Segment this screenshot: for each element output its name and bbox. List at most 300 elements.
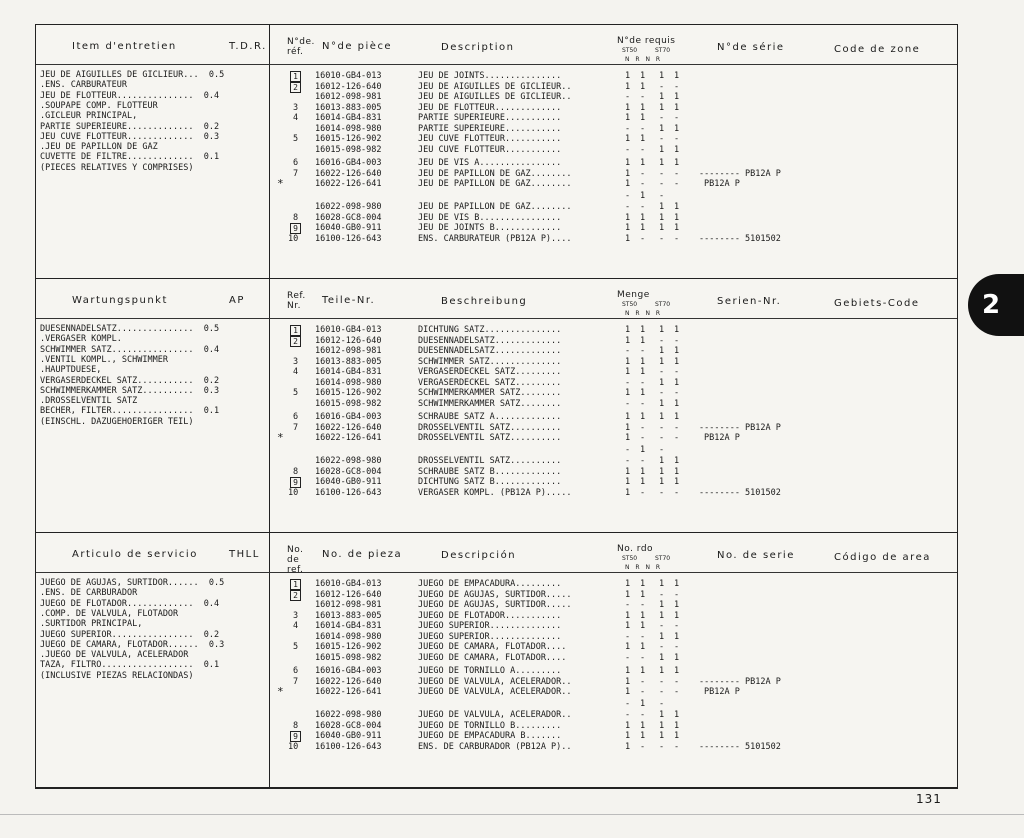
quantity-cell: 1 [674,356,680,367]
quantity-cell: - [659,687,665,697]
quantity-cell: 1 [640,412,646,422]
catalog-section [36,533,957,788]
quantity-cell: 1 [640,621,646,631]
part-number: 16012-098-981 [315,346,382,356]
part-description: VERGASERDECKEL SATZ......... [418,367,562,377]
quantity-cell: - [625,456,631,466]
quantity-cell: 1 [625,621,631,631]
header-separator [36,318,957,319]
quantity-cell: 1 [659,158,665,168]
part-description: JEU CUVE FLOTTEUR........... [418,134,562,144]
header-st50: ST50 [622,555,638,562]
column-divider [269,25,270,278]
service-item-line: .VERGASER KOMPL. [40,334,122,345]
serial-number: PB12A P [704,179,740,189]
quantity-cell: 1 [625,642,631,652]
quantity-cell: - [640,741,646,752]
quantity-cell: - [640,233,646,244]
part-number: 16010-GB4-013 [315,325,382,335]
quantity-cell: - [659,190,665,201]
part-number: 16012-126-640 [315,335,382,346]
service-item-line: .GICLEUR PRINCIPAL, [40,111,138,122]
quantity-cell: 1 [625,113,631,123]
service-item-line: .JUEGO DE VALVULA, ACELERADOR [40,650,189,661]
part-number: 16022-126-640 [315,169,382,179]
part-description: DUESENNADELSATZ............. [418,335,562,346]
quantity-cell: 1 [640,134,646,144]
quantity-cell: - [674,335,680,346]
quantity-cell: - [640,144,646,155]
quantity-cell: 1 [625,720,631,731]
part-description: JEU DE PAPILLON DE GAZ........ [418,179,572,189]
part-number: 16015-098-982 [315,398,382,409]
quantity-cell: - [640,398,646,409]
catalog-section [36,25,957,279]
part-number: 16040-GB0-911 [315,477,382,487]
quantity-cell: 1 [674,144,680,155]
service-item-line: JEU DE FLOTTEUR............... 0.4 [40,90,220,101]
header-separator [36,572,957,573]
service-item-line: PARTIE SUPERIEURE............. 0.2 [40,121,220,132]
quantity-cell: 1 [674,212,680,223]
part-number: 16022-098-980 [315,710,382,720]
quantity-cell: - [625,377,631,388]
part-number: 16010-GB4-013 [315,71,382,81]
part-description: SCHWIMMERKAMMER SATZ........ [418,398,562,409]
header-serial: N°de série [717,42,785,53]
quantity-cell: 1 [659,600,665,610]
quantity-cell: 1 [640,325,646,335]
part-description: JUEGO SUPERIOR.............. [418,631,562,642]
serial-number: -------- PB12A P [699,677,781,687]
quantity-cell: 1 [674,398,680,409]
part-number: 16022-126-641 [315,687,382,697]
part-description: JEU DE AIGUILLES DE GICLIEUR.. [418,81,572,92]
serial-number: -------- PB12A P [699,423,781,433]
ref-number: 5 [293,388,299,398]
quantity-cell: 1 [659,579,665,589]
quantity-cell: - [640,710,646,720]
part-description: JEU CUVE FLOTTEUR........... [418,144,562,155]
quantity-cell: - [659,621,665,631]
service-item-line: JUEGO DE CAMARA, FLOTADOR...... 0.3 [40,639,225,650]
ref-number-boxed: 1 [290,579,301,590]
service-item-line: .DROSSELVENTIL SATZ [40,396,138,407]
quantity-cell: - [640,169,646,179]
ref-number: 6 [293,666,299,676]
quantity-cell: - [659,698,665,709]
quantity-cell: 1 [640,335,646,346]
header-st70: ST70 [655,555,671,562]
ref-asterisk: * [277,685,284,698]
quantity-cell: - [659,444,665,455]
part-description: JEU DE JOINTS............... [418,71,562,81]
quantity-cell: - [659,134,665,144]
quantity-cell: - [674,487,680,498]
header-n-r: N R N R [625,310,663,317]
quantity-cell: - [625,698,631,709]
part-number: 16015-098-982 [315,652,382,663]
header-quantity: No. rdo [617,544,654,554]
quantity-cell: - [674,433,680,443]
quantity-cell: 1 [674,477,680,487]
quantity-cell: - [640,92,646,102]
quantity-cell: 1 [640,666,646,676]
header-description: Descripción [441,550,517,561]
service-item-line: .HAUPTDUESE, [40,365,102,376]
part-number: 16100-126-643 [315,233,382,244]
service-item-line: VERGASERDECKEL SATZ........... 0.2 [40,375,220,386]
quantity-cell: - [659,487,665,498]
quantity-cell: - [640,652,646,663]
part-description: ENS. DE CARBURADOR (PB12A P).. [418,741,572,752]
part-description: JUEGO DE CAMARA, FLOTADOR.... [418,642,567,652]
part-number: 16040-GB0-911 [315,223,382,233]
part-description: JUEGO DE VALVULA, ACELERADOR.. [418,687,572,697]
quantity-cell: - [625,710,631,720]
quantity-cell: 1 [674,412,680,422]
serial-number: -------- PB12A P [699,169,781,179]
quantity-cell: 1 [659,123,665,134]
ref-number-boxed: 1 [290,71,301,82]
quantity-cell: 1 [625,477,631,487]
part-description: ENS. CARBURATEUR (PB12A P).... [418,233,572,244]
quantity-cell: 1 [674,346,680,356]
header-quantity: N°de requis [617,36,676,46]
part-number: 16015-126-902 [315,642,382,652]
quantity-cell: - [674,589,680,600]
part-number: 16014-GB4-831 [315,113,382,123]
ref-number: 7 [293,423,299,433]
quantity-cell: 1 [625,325,631,335]
ref-number-boxed: 1 [290,325,301,336]
quantity-cell: 1 [659,71,665,81]
ref-number: 10 [288,487,299,498]
quantity-cell: - [674,169,680,179]
header-description: Beschreibung [441,296,528,307]
ref-number: 6 [293,412,299,422]
quantity-cell: 1 [640,190,646,201]
header-tdr: THLL [229,549,260,560]
part-description: DICHTUNG SATZ B............. [418,477,562,487]
quantity-cell: 1 [625,666,631,676]
quantity-cell: - [674,423,680,433]
service-item-line: .VENTIL KOMPL., SCHWIMMER [40,354,168,365]
service-item-line: .SOUPAPE COMP. FLOTTEUR [40,100,158,111]
quantity-cell: 1 [659,477,665,487]
service-item-line: JUEGO DE FLOTADOR............. 0.4 [40,598,220,609]
quantity-cell: - [640,631,646,642]
quantity-cell: 1 [659,325,665,335]
quantity-cell: 1 [640,102,646,113]
ref-asterisk: * [277,431,284,444]
part-description: JUEGO DE FLOTADOR........... [418,610,562,621]
quantity-cell: 1 [659,456,665,466]
quantity-cell: - [674,81,680,92]
quantity-cell: - [625,398,631,409]
ref-number-boxed: 2 [290,82,301,93]
part-description: PARTIE SUPERIEURE........... [418,123,562,134]
quantity-cell: - [674,621,680,631]
quantity-cell: 1 [659,102,665,113]
quantity-cell: 1 [674,325,680,335]
quantity-cell: 1 [674,600,680,610]
ref-number: 6 [293,158,299,168]
quantity-cell: 1 [659,398,665,409]
header-ref: Ref. Nr. [287,291,306,311]
quantity-cell: 1 [659,377,665,388]
header-n-r: N R N R [625,56,663,63]
service-item-line: JUEGO SUPERIOR................ 0.2 [40,629,220,640]
service-item-line: BECHER, FILTER................ 0.1 [40,406,220,417]
ref-number: 8 [293,466,299,477]
quantity-cell: 1 [625,367,631,377]
header-ref: N°de. réf. [287,37,315,57]
quantity-cell: 1 [674,631,680,642]
quantity-cell: - [674,233,680,244]
header-part-number: No. de pieza [322,549,403,560]
part-number: 16013-883-005 [315,356,382,367]
part-description: DUESENNADELSATZ............. [418,346,562,356]
part-description: DROSSELVENTIL SATZ.......... [418,433,562,443]
quantity-cell: 1 [640,698,646,709]
ref-number: 7 [293,677,299,687]
quantity-cell: 1 [674,377,680,388]
part-number: 16012-098-981 [315,92,382,102]
quantity-cell: - [659,169,665,179]
part-number: 16015-126-902 [315,134,382,144]
column-divider [269,279,270,532]
part-description: DROSSELVENTIL SATZ.......... [418,456,562,466]
part-number: 16012-126-640 [315,589,382,600]
part-description: JUEGO DE AGUJAS, SURTIDOR..... [418,600,572,610]
quantity-cell: - [640,687,646,697]
quantity-cell: 1 [640,579,646,589]
serial-number: PB12A P [704,433,740,443]
quantity-cell: - [659,367,665,377]
ref-number: 5 [293,642,299,652]
quantity-cell: 1 [625,233,631,244]
ref-number: 10 [288,233,299,244]
part-number: 16028-GC8-004 [315,466,382,477]
ref-number-boxed: 2 [290,336,301,347]
quantity-cell: 1 [625,388,631,398]
part-description: JEU DE PAPILLON DE GAZ........ [418,202,572,212]
part-number: 16015-098-982 [315,144,382,155]
quantity-cell: - [625,600,631,610]
quantity-cell: 1 [625,579,631,589]
bottom-edge-line [0,814,1024,815]
quantity-cell: 1 [625,335,631,346]
part-description: JUEGO DE TORNILLO A......... [418,666,562,676]
quantity-cell: - [640,433,646,443]
quantity-cell: - [659,388,665,398]
quantity-cell: - [625,123,631,134]
quantity-cell: 1 [674,456,680,466]
quantity-cell: - [659,81,665,92]
quantity-cell: 1 [625,81,631,92]
ref-number-boxed: 9 [290,223,301,234]
quantity-cell: - [625,144,631,155]
ref-number-boxed: 2 [290,590,301,601]
quantity-cell: - [640,123,646,134]
part-description: VERGASERDECKEL SATZ......... [418,377,562,388]
quantity-cell: 1 [625,356,631,367]
part-description: DICHTUNG SATZ............... [418,325,562,335]
part-description: JUEGO SUPERIOR.............. [418,621,562,631]
part-description: PARTIE SUPERIEURE........... [418,113,562,123]
part-number: 16016-GB4-003 [315,666,382,676]
header-zone: Gebiets-Code [834,298,920,309]
part-description: VERGASER KOMPL. (PB12A P)..... [418,487,572,498]
part-number: 16022-098-980 [315,456,382,466]
quantity-cell: - [674,741,680,752]
part-number: 16022-126-641 [315,433,382,443]
part-number: 16014-098-980 [315,631,382,642]
ref-number-boxed: 9 [290,477,301,488]
header-description: Description [441,42,515,53]
quantity-cell: 1 [659,666,665,676]
part-description: JUEGO DE VALVULA, ACELERADOR.. [418,710,572,720]
service-item-line: CUVETTE DE FILTRE............. 0.1 [40,152,220,163]
quantity-cell: 1 [640,388,646,398]
service-item-line: SCHWIMMER SATZ................ 0.4 [40,344,220,355]
quantity-cell: 1 [659,631,665,642]
header-item: Wartungspunkt [72,295,168,306]
quantity-cell: - [674,687,680,697]
catalog-section [36,279,957,533]
part-description: JEU DE PAPILLON DE GAZ........ [418,169,572,179]
quantity-cell: - [659,335,665,346]
quantity-cell: 1 [625,179,631,189]
quantity-cell: 1 [640,466,646,477]
header-separator [36,64,957,65]
ref-number-boxed: 9 [290,731,301,742]
service-item-line: TAZA, FILTRO.................. 0.1 [40,660,220,671]
quantity-cell: 1 [625,487,631,498]
quantity-cell: - [640,456,646,466]
serial-number: -------- 5101502 [699,487,781,498]
quantity-cell: 1 [640,477,646,487]
part-description: SCHRAUBE SATZ A............. [418,412,562,422]
header-st70: ST70 [655,47,671,54]
part-description: JEU DE VIS B................ [418,212,562,223]
quantity-cell: 1 [625,466,631,477]
service-item-line: (EINSCHL. DAZUGEHOERIGER TEIL) [40,416,194,427]
quantity-cell: 1 [674,652,680,663]
quantity-cell: - [659,677,665,687]
header-part-number: N°de pièce [322,41,393,52]
quantity-cell: - [659,433,665,443]
quantity-cell: 1 [625,158,631,168]
quantity-cell: 1 [659,720,665,731]
quantity-cell: 1 [640,367,646,377]
quantity-cell: 1 [659,652,665,663]
quantity-cell: - [625,631,631,642]
quantity-cell: 1 [625,412,631,422]
part-number: 16010-GB4-013 [315,579,382,589]
part-number: 16016-GB4-003 [315,158,382,168]
part-number: 16016-GB4-003 [315,412,382,422]
header-st50: ST50 [622,47,638,54]
quantity-cell: 1 [640,212,646,223]
ref-number: 7 [293,169,299,179]
quantity-cell: - [625,346,631,356]
quantity-cell: 1 [640,223,646,233]
ref-number: 3 [293,102,299,113]
part-number: 16014-098-980 [315,123,382,134]
part-number: 16013-883-005 [315,610,382,621]
service-item-line: JEU CUVE FLOTTEUR............. 0.3 [40,131,220,142]
part-number: 16014-GB4-831 [315,367,382,377]
ref-number: 4 [293,621,299,631]
ref-number: 5 [293,134,299,144]
part-description: JEU DE JOINTS B............. [418,223,562,233]
quantity-cell: 1 [625,223,631,233]
quantity-cell: - [674,134,680,144]
quantity-cell: 1 [674,202,680,212]
header-serial: No. de serie [717,550,795,561]
page-number: 131 [916,792,942,806]
quantity-cell: - [659,423,665,433]
quantity-cell: - [625,444,631,455]
quantity-cell: 1 [640,720,646,731]
header-zone: Código de area [834,552,931,563]
header-serial: Serien-Nr. [717,296,782,307]
ref-number: 3 [293,356,299,367]
quantity-cell: 1 [640,731,646,741]
part-description: JUEGO DE TORNILLO B......... [418,720,562,731]
part-description: SCHRAUBE SATZ B............. [418,466,562,477]
part-description: JUEGO DE CAMARA, FLOTADOR.... [418,652,567,663]
header-ref: No. de ref. [287,545,304,575]
quantity-cell: - [640,179,646,189]
service-item-line: .SURTIDOR PRINCIPAL, [40,619,143,630]
quantity-cell: 1 [640,71,646,81]
quantity-cell: - [640,677,646,687]
quantity-cell: 1 [674,102,680,113]
quantity-cell: 1 [625,169,631,179]
header-item: Item d'entretien [72,41,177,52]
part-number: 16015-126-902 [315,388,382,398]
part-description: SCHWIMMER SATZ.............. [418,356,562,367]
quantity-cell: - [640,202,646,212]
quantity-cell: 1 [640,610,646,621]
quantity-cell: 1 [640,356,646,367]
service-item-line: JEU DE AIGUILLES DE GICLIEUR... 0.5 [40,70,225,80]
quantity-cell: 1 [659,731,665,741]
part-number: 16022-098-980 [315,202,382,212]
quantity-cell: - [625,190,631,201]
quantity-cell: 1 [659,212,665,223]
part-number: 16012-098-981 [315,600,382,610]
header-zone: Code de zone [834,44,921,55]
part-number: 16014-098-980 [315,377,382,388]
quantity-cell: - [674,113,680,123]
quantity-cell: 1 [625,134,631,144]
quantity-cell: 1 [659,466,665,477]
quantity-cell: - [659,642,665,652]
quantity-cell: 1 [659,710,665,720]
quantity-cell: 1 [640,444,646,455]
quantity-cell: 1 [640,81,646,92]
header-quantity: Menge [617,290,650,300]
quantity-cell: - [659,589,665,600]
quantity-cell: 1 [659,92,665,102]
ref-number: 4 [293,367,299,377]
quantity-cell: - [640,487,646,498]
part-number: 16022-126-640 [315,677,382,687]
